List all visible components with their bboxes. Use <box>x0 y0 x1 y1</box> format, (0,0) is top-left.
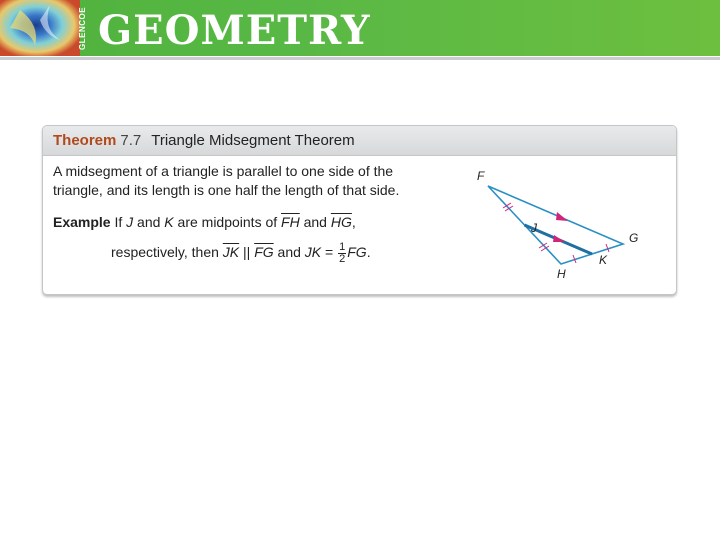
header-divider <box>0 57 720 60</box>
parallel-symbol: || <box>243 244 251 261</box>
point-j: J <box>126 214 134 230</box>
segment-fg: $\overline{FG}$ <box>254 244 274 261</box>
theorem-header <box>43 126 676 156</box>
statement-line: A midsegment of a triangle is parallel to one side of the <box>53 163 394 179</box>
theorem-name: Triangle Midsegment Theorem <box>151 132 355 149</box>
example-text: and <box>137 214 161 230</box>
example-text: . <box>366 244 371 261</box>
theorem-example <box>53 212 453 265</box>
theorem-box <box>42 125 677 295</box>
example-text: If <box>114 214 123 230</box>
example-line-2 <box>111 242 371 265</box>
example-label: Example <box>53 214 111 230</box>
label-f: F <box>477 169 485 183</box>
example-text: respectively, then <box>111 244 219 261</box>
brand-wordmark: GLENCOE <box>78 6 87 50</box>
point-k: K <box>164 214 174 230</box>
page-title: GEOMETRY <box>98 7 371 54</box>
fraction-denominator: 2 <box>339 253 346 265</box>
length-fg: FG <box>347 244 367 261</box>
theorem-statement <box>53 162 413 200</box>
example-line-1 <box>53 212 453 232</box>
segment-hg: $\overline{HG}$ <box>330 214 352 230</box>
label-h: H <box>557 267 566 281</box>
example-text: are midpoints of <box>177 214 278 230</box>
theorem-label: Theorem <box>53 132 117 149</box>
fraction-one-half <box>338 242 346 265</box>
equals-sign: = <box>325 244 334 261</box>
label-j: J <box>531 221 537 235</box>
theorem-number: 7.7 <box>120 132 142 149</box>
example-text: , <box>351 214 356 230</box>
segment-jk: $\overline{JK}$ <box>222 244 240 261</box>
parallel-arrow-fg <box>556 212 568 221</box>
label-k: K <box>599 253 608 267</box>
example-text: and <box>303 214 327 230</box>
parallel-arrow-jk <box>553 235 565 242</box>
segment-fh: $\overline{FH}$ <box>281 214 300 230</box>
length-jk: JK <box>304 244 322 261</box>
tick-mark <box>505 206 513 211</box>
header-bar <box>0 0 720 56</box>
example-text: and <box>277 244 301 261</box>
triangle-diagram <box>473 164 653 284</box>
geometry-logo-art <box>0 0 80 56</box>
label-g: G <box>629 231 639 245</box>
statement-line: triangle, and its length is one half the length of that side. <box>53 182 400 198</box>
fraction-numerator: 1 <box>339 241 346 253</box>
